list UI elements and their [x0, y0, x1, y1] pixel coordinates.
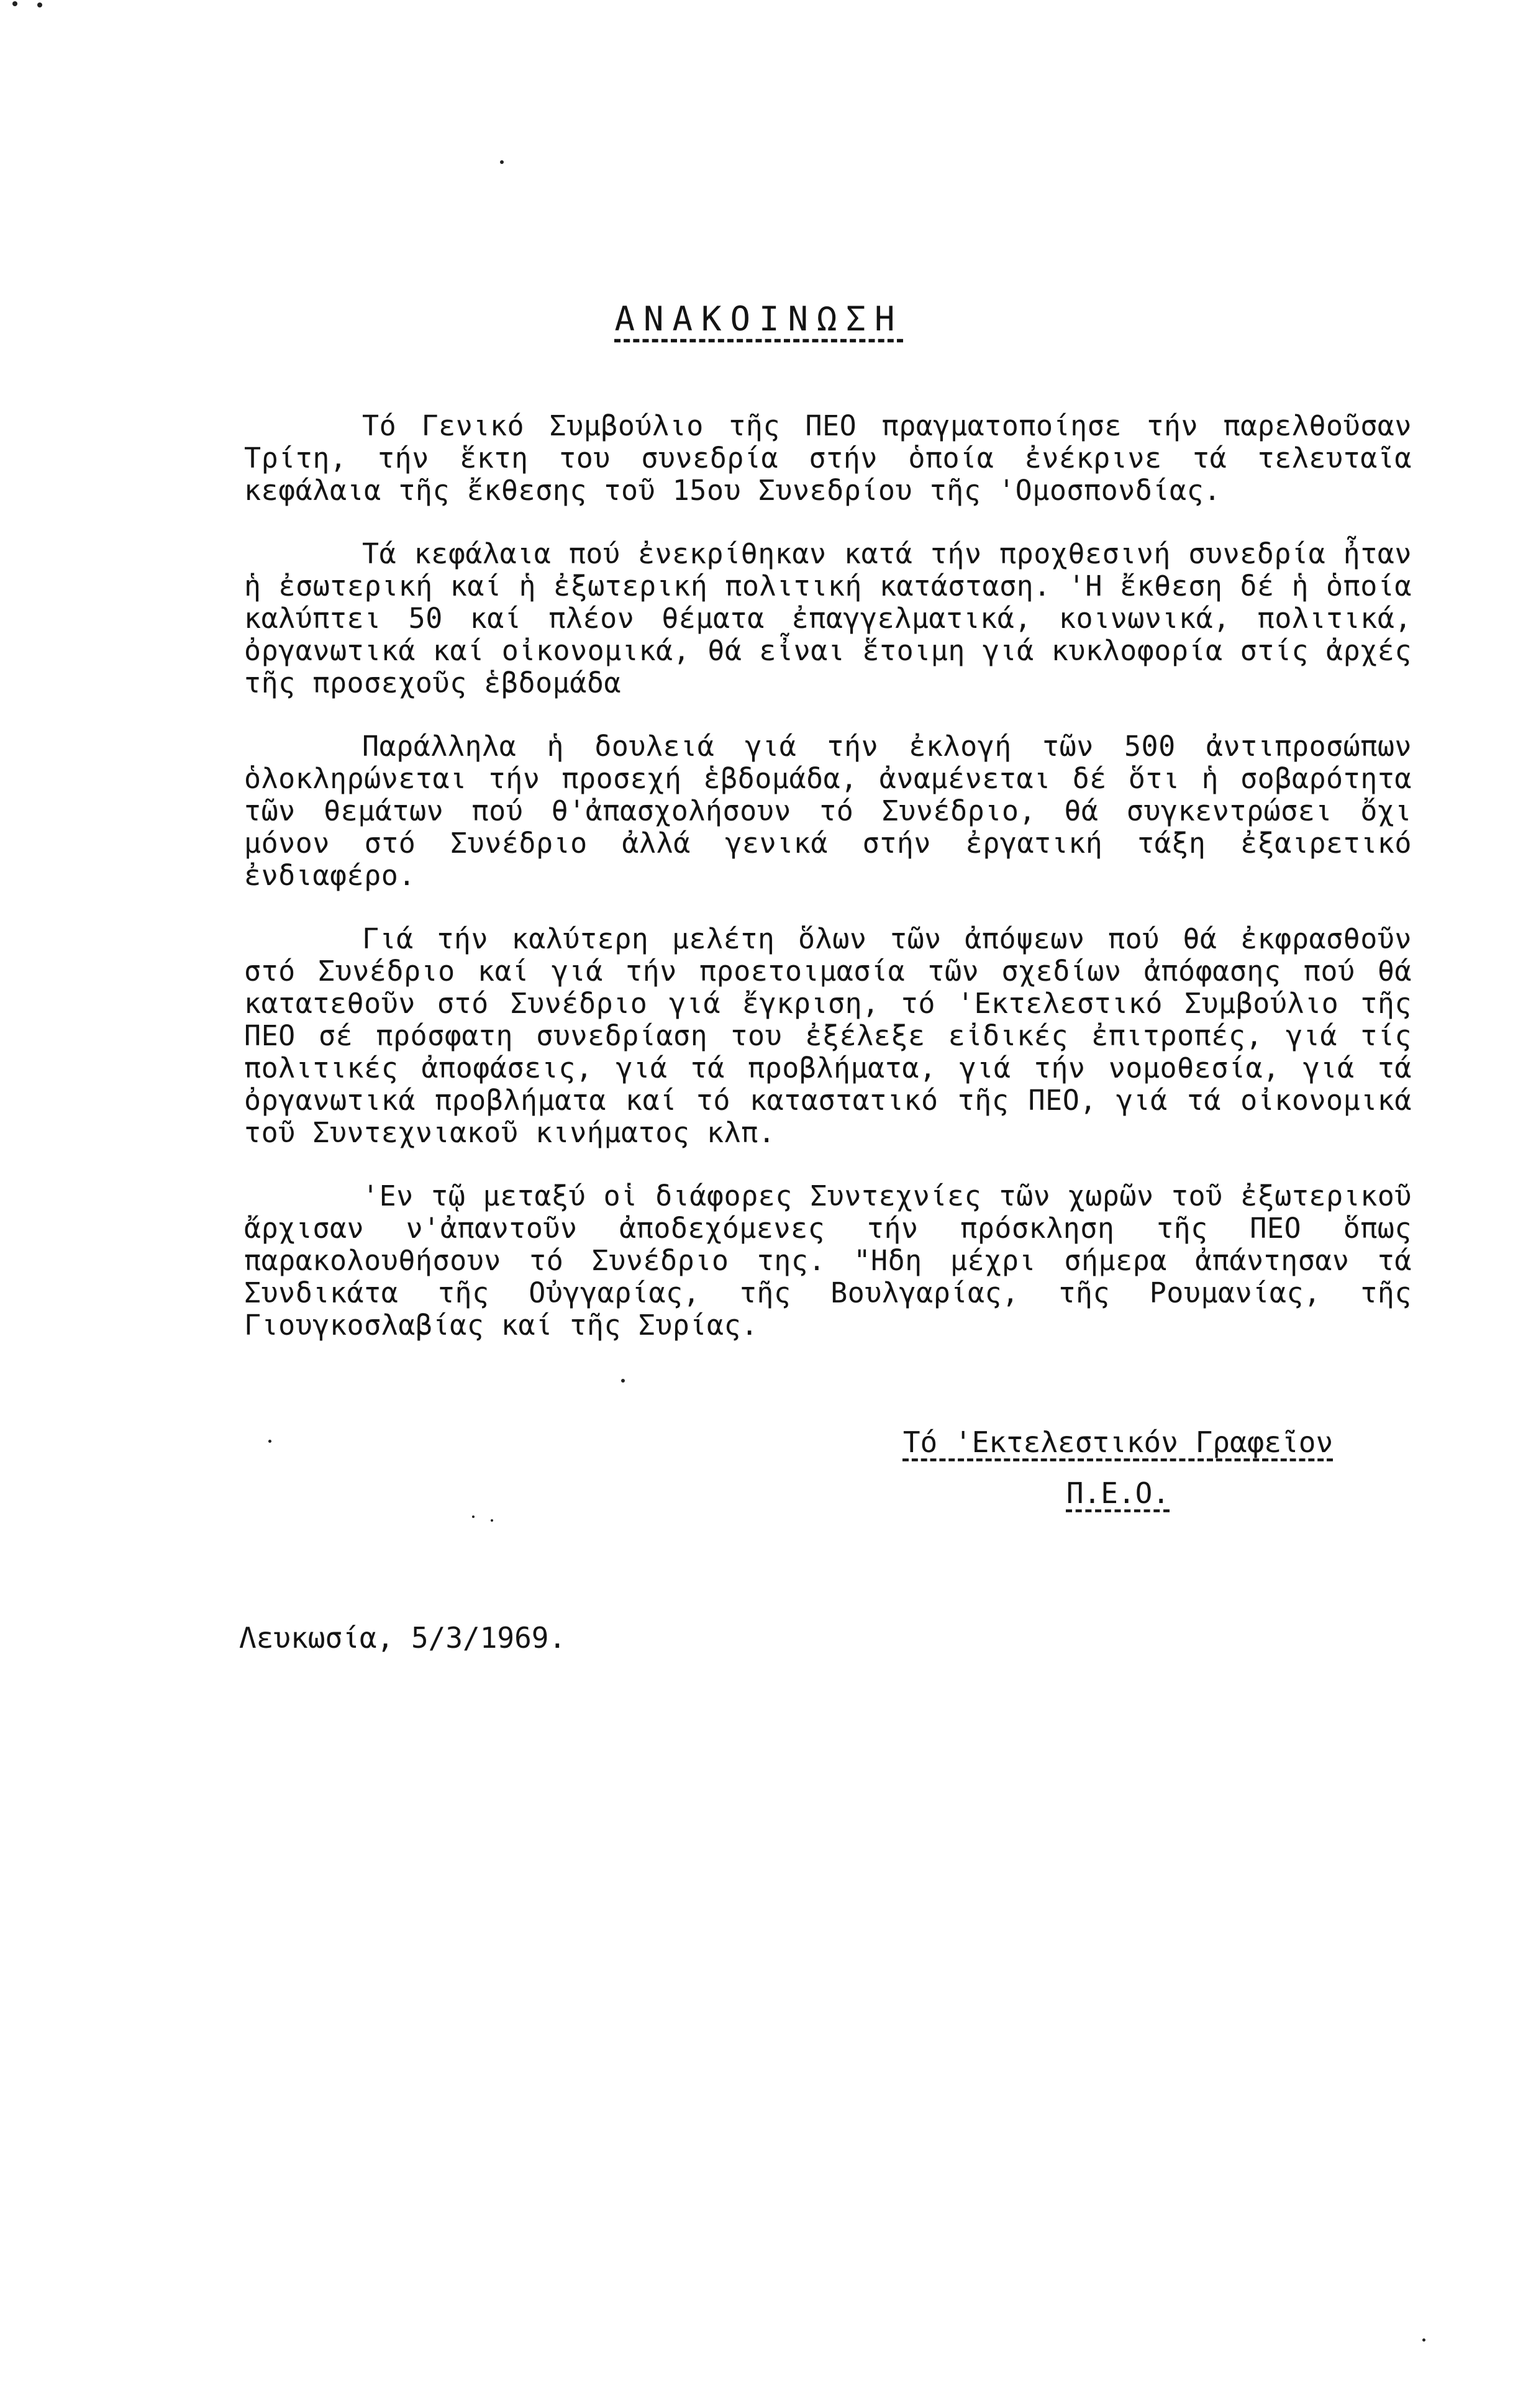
scan-speck [621, 1379, 625, 1383]
scan-speck [37, 2, 42, 7]
scan-speck [268, 1440, 271, 1443]
paragraph-5: 'Εν τῷ μεταξύ οἱ διάφορες Συντεχνίες τῶν χωρῶν τοῦ ἐξωτερικοῦ ἄρχισαν ν'ἀπαντοῦν ἀποδεχόμενες τήν πρόσκληση τῆς ΠΕΟ ὅπως παρακολουθήσουν τό Συνέδριο της. "Ηδη μέχρι σήμερα ἀπάντησαν τά Συνδικάτα τῆς Οὐγγαρίας, τῆς Βουλγαρίας, τῆς Ρουμανίας, τῆς Γιουγκοσλαβίας καί τῆς Συρίας. [244, 1179, 1412, 1342]
scan-speck [472, 1515, 475, 1518]
scan-speck [500, 160, 504, 164]
paragraph-3: Παράλληλα ἡ δουλειά γιά τήν ἐκλογή τῶν 500 ἀντιπροσώπων ὁλοκληρώνεται τήν προσεχή ἑβδομάδα, ἀναμένεται δέ ὅτι ἡ σοβαρότητα τῶν θεμάτων πού θ'ἀπασχολήσουν τό Συνέδριο, θά συγκεντρώσει ὄχι μόνον στό Συνέδριο ἀλλά γενικά στήν ἐργατική τάξη ἐξαιρετικό ἐνδιαφέρο. [244, 730, 1412, 892]
paragraph-1: Τό Γενικό Συμβούλιο τῆς ΠΕΟ πραγματοποίησε τήν παρελθοῦσαν Τρίτη, τήν ἕκτη του συνεδρία στήν ὁποία ἐνέκρινε τά τελευταῖα κεφάλαια τῆς ἔκθεσης τοῦ 15ου Συνεδρίου τῆς 'Ομοσπονδίας. [244, 409, 1412, 507]
signature-block [839, 1425, 1398, 1510]
scan-speck [1422, 2338, 1425, 2342]
scan-speck [491, 1519, 493, 1522]
signature-organization: Π.Ε.Ο. [1066, 1476, 1170, 1510]
paragraph-2: Τά κεφάλαια πού ἐνεκρίθηκαν κατά τήν προχθεσινή συνεδρία ἦταν ἡ ἐσωτερική καί ἡ ἐξωτερική πολιτική κατάσταση. 'Η ἔκθεση δέ ἡ ὁποία καλύπτει 50 καί πλέον θέματα ἐπαγγελματικά, κοινωνικά, πολιτικά, ὀργανωτικά καί οἰκονομικά, θά εἶναι ἕτοιμη γιά κυκλοφορία στίς ἀρχές τῆς προσεχοῦς ἑβδομάδα [244, 537, 1412, 699]
signature-line: Τό 'Εκτελεστικόν Γραφεῖον [902, 1425, 1334, 1459]
document-body [244, 410, 1412, 1373]
paragraph-4: Γιά τήν καλύτερη μελέτη ὅλων τῶν ἀπόψεων πού θά ἐκφρασθοῦν στό Συνέδριο καί γιά τήν προετοιμασία τῶν σχεδίων ἀπόφασης πού θά κατατεθοῦν στό Συνέδριο γιά ἔγκριση, τό 'Εκτελεστικό Συμβούλιο τῆς ΠΕΟ σέ πρόσφατη συνεδρίαση του ἐξέλεξε εἰδικές ἐπιτροπές, γιά τίς πολιτικές ἀποφάσεις, γιά τά προβλήματα, γιά τήν νομοθεσία, γιά τά ὀργανωτικά προβλήματα καί τό καταστατικό τῆς ΠΕΟ, γιά τά οἰκονομικά τοῦ Συντεχνιακοῦ κινήματος κλπ. [244, 922, 1412, 1149]
scan-speck [12, 1, 17, 6]
document-title: ΑΝΑΚΟΙΝΩΣΗ [614, 299, 904, 338]
place-date: Λευκωσία, 5/3/1969. [239, 1621, 566, 1655]
